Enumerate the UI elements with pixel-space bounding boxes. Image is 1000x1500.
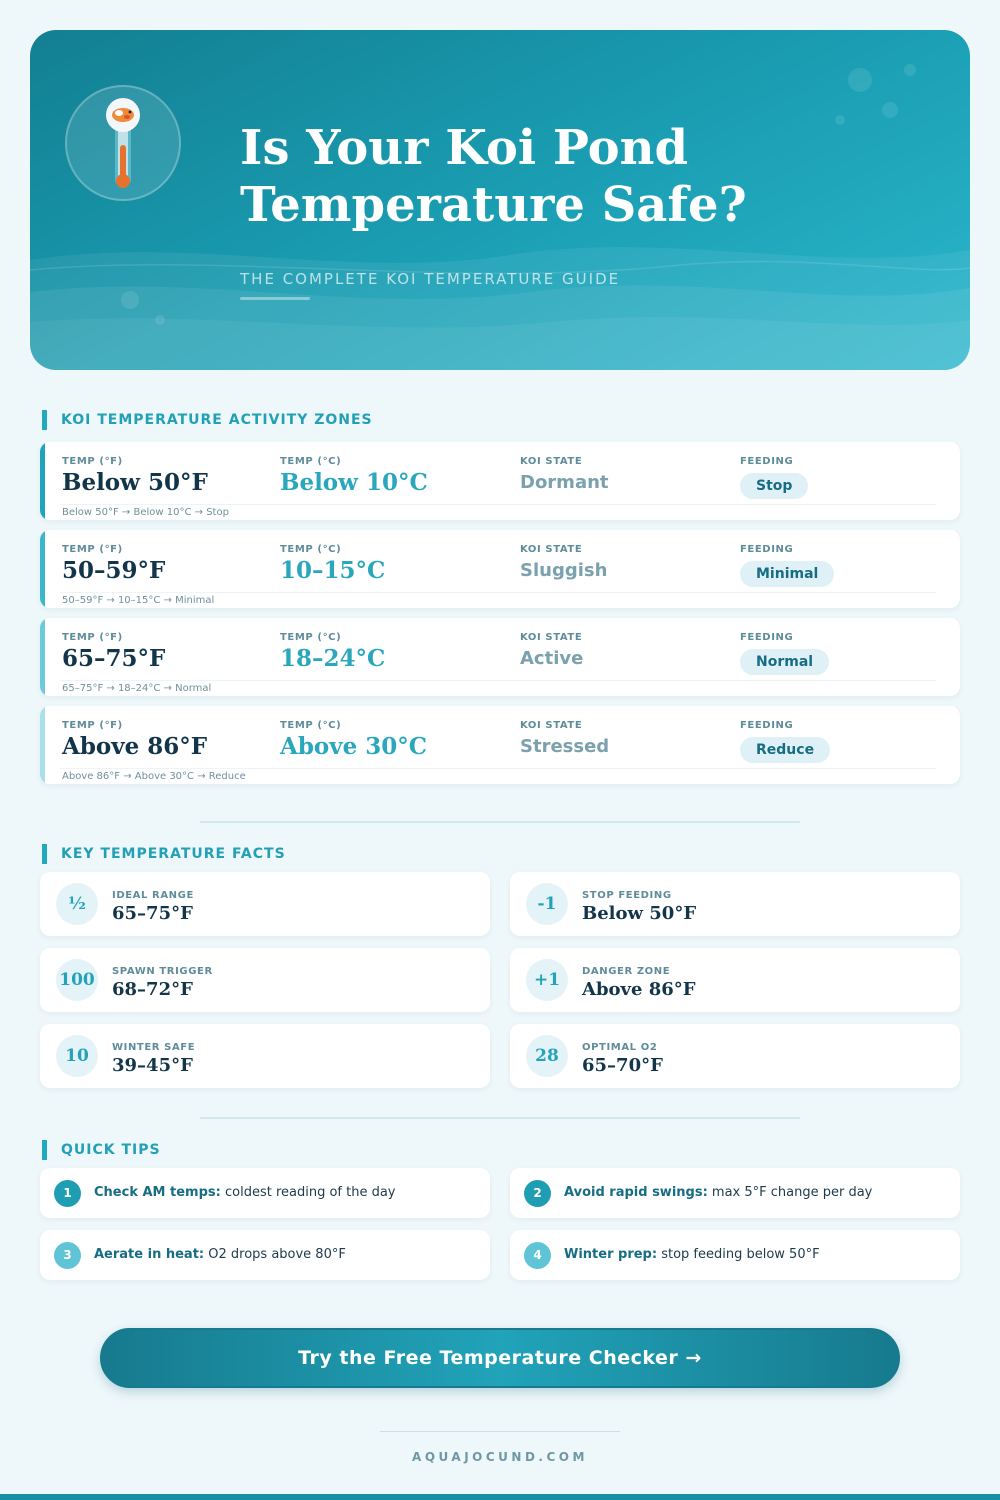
section-divider [200,1117,800,1119]
fact-card-spawn-trigger [40,948,490,1012]
koi-thermometer-badge [65,85,181,201]
tip-detail: stop feeding below 50°F [657,1247,820,1262]
tip-title: Check AM temps: [94,1185,221,1200]
temp-c-value: Above 30°C [280,733,428,760]
tip-detail: O2 drops above 80°F [204,1247,346,1262]
footer-divider [380,1431,620,1432]
fact-value: Below 50°F [582,903,697,924]
tip-detail: coldest reading of the day [220,1185,396,1200]
zone-row [40,530,960,608]
tip-number-badge: 3 [54,1242,81,1269]
zone-row [40,442,960,520]
fact-value: 65–75°F [112,903,193,924]
koi-state-label: KOI STATE [520,720,583,731]
zone-separator [60,592,936,593]
footer-site-link[interactable]: AQUAJOCUND.COM [412,1450,588,1464]
tip-text [94,1247,346,1262]
tip-card [510,1168,960,1218]
zone-accent-bar [40,530,45,608]
temp-f-label: TEMP (°F) [62,632,123,643]
zone-row [40,618,960,696]
tip-detail: max 5°F change per day [707,1185,873,1200]
hero-banner [30,30,970,370]
temp-c-value: 18–24°C [280,645,386,672]
tip-title: Aerate in heat: [94,1247,205,1262]
feeding-label: FEEDING [740,456,794,467]
temp-f-value: 65–75°F [62,645,166,672]
temp-c-label: TEMP (°C) [280,456,342,467]
feeding-badge: Reduce [740,737,830,763]
fact-icon: 28 [526,1035,568,1077]
bottom-accent-bar [0,1494,1000,1500]
zone-accent-bar [40,442,45,520]
fact-card-ideal-range [40,872,490,936]
fact-label: DANGER ZONE [582,966,671,977]
fact-icon: -1 [526,883,568,925]
koi-thermometer-icon [67,87,179,199]
zone-separator [60,680,936,681]
zone-summary: Below 50°F → Below 10°C → Stop [62,507,229,518]
fact-icon: +1 [526,959,568,1001]
fact-label: STOP FEEDING [582,890,672,901]
temp-c-label: TEMP (°C) [280,544,342,555]
zone-row [40,706,960,784]
tip-card [40,1230,490,1280]
tip-text [564,1247,820,1262]
zone-summary: Above 86°F → Above 30°C → Reduce [62,771,246,782]
temp-f-value: 50–59°F [62,557,166,584]
fact-icon: 100 [56,959,98,1001]
koi-state-label: KOI STATE [520,632,583,643]
koi-state-label: KOI STATE [520,544,583,555]
feeding-badge: Normal [740,649,829,675]
fact-card-winter-safe [40,1024,490,1088]
koi-state-value: Stressed [520,736,610,757]
tip-title: Avoid rapid swings: [564,1185,708,1200]
tip-title: Winter prep: [564,1247,658,1262]
feeding-label: FEEDING [740,720,794,731]
koi-state-value: Active [520,648,584,669]
fact-card-danger-zone [510,948,960,1012]
fact-value: Above 86°F [582,979,696,1000]
feeding-label: FEEDING [740,632,794,643]
feeding-badge: Stop [740,473,808,499]
zone-accent-bar [40,618,45,696]
koi-state-value: Sluggish [520,560,608,581]
tip-text [94,1185,396,1200]
koi-state-value: Dormant [520,472,609,493]
fact-label: IDEAL RANGE [112,890,194,901]
fact-card-stop-feeding [510,872,960,936]
temp-c-label: TEMP (°C) [280,632,342,643]
temp-c-value: 10–15°C [280,557,386,584]
zones-section-title: KOI TEMPERATURE ACTIVITY ZONES [42,410,373,430]
fact-icon: 10 [56,1035,98,1077]
temp-f-value: Below 50°F [62,469,208,496]
tip-text [564,1185,872,1200]
temp-c-value: Below 10°C [280,469,428,496]
zone-summary: 65–75°F → 18–24°C → Normal [62,683,212,694]
tip-number-badge: 1 [54,1180,81,1207]
page-subtitle: THE COMPLETE KOI TEMPERATURE GUIDE [240,270,621,288]
temp-f-label: TEMP (°F) [62,720,123,731]
section-divider [200,821,800,823]
fact-label: OPTIMAL O2 [582,1042,658,1053]
fact-value: 39–45°F [112,1055,193,1076]
feeding-badge: Minimal [740,561,834,587]
zone-summary: 50–59°F → 10–15°C → Minimal [62,595,215,606]
temp-f-label: TEMP (°F) [62,456,123,467]
temperature-checker-button[interactable]: Try the Free Temperature Checker → [100,1328,900,1388]
temp-f-value: Above 86°F [62,733,208,760]
tip-number-badge: 2 [524,1180,551,1207]
tip-card [40,1168,490,1218]
page-title [240,120,940,234]
tip-card [510,1230,960,1280]
page-title-line-2: Temperature Safe? [240,177,747,233]
fact-label: SPAWN TRIGGER [112,966,213,977]
subtitle-underline [240,297,310,300]
fact-value: 68–72°F [112,979,193,1000]
feeding-label: FEEDING [740,544,794,555]
fact-label: WINTER SAFE [112,1042,196,1053]
fact-value: 65–70°F [582,1055,663,1076]
temp-f-label: TEMP (°F) [62,544,123,555]
zone-separator [60,768,936,769]
koi-state-label: KOI STATE [520,456,583,467]
facts-section-title: KEY TEMPERATURE FACTS [42,844,286,864]
tip-number-badge: 4 [524,1242,551,1269]
page-title-line-1: Is Your Koi Pond [240,120,689,176]
temp-c-label: TEMP (°C) [280,720,342,731]
fact-icon: ½ [56,883,98,925]
tips-section-title: QUICK TIPS [42,1140,161,1160]
zone-accent-bar [40,706,45,784]
fact-card-optimal-o2 [510,1024,960,1088]
zone-separator [60,504,936,505]
